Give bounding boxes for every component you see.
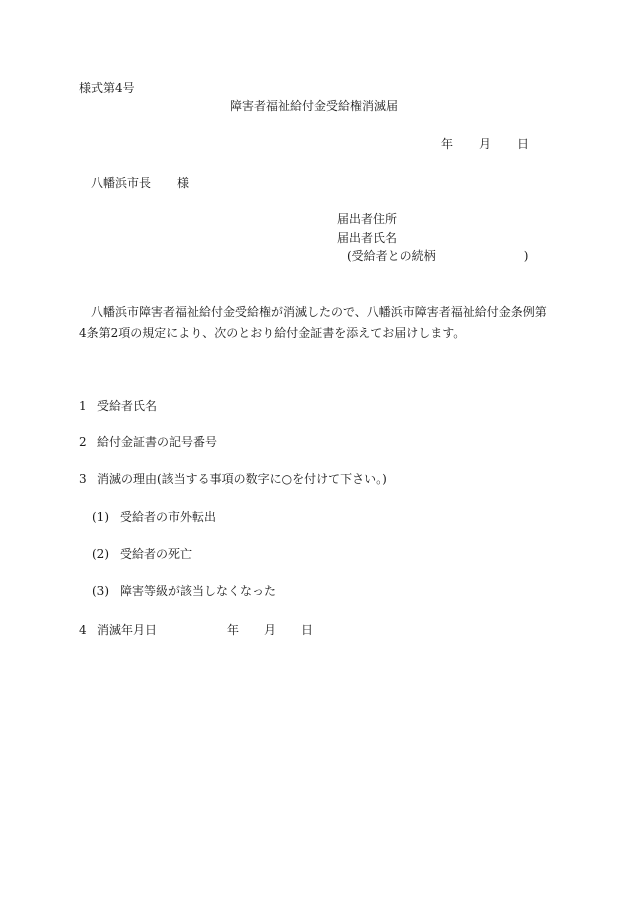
applicant-address-label: 届出者住所 xyxy=(337,212,398,226)
extinction-month-label: 月 xyxy=(264,623,277,637)
relationship-label: (受給者との続柄 xyxy=(347,249,436,263)
date-year-label: 年 xyxy=(441,137,454,151)
item-label: 消滅の理由(該当する事項の数字に○を付けて下さい。) xyxy=(97,472,387,486)
date-month-label: 月 xyxy=(479,137,492,151)
item-label: 消滅年月日 xyxy=(97,623,158,637)
reason-option-moved-out xyxy=(92,509,216,525)
reason-number: (1) xyxy=(92,510,109,524)
applicant-name-label: 届出者氏名 xyxy=(337,231,398,245)
reason-option-grade-change xyxy=(92,583,276,599)
item-number: 2 xyxy=(79,435,87,449)
relationship-line xyxy=(347,248,528,264)
reason-number: (2) xyxy=(92,547,109,561)
document-title: 障害者福祉給付金受給権消滅届 xyxy=(230,99,399,113)
extinction-day-label: 日 xyxy=(301,623,314,637)
body-paragraph: 八幡浜市障害者福祉給付金受給権が消滅したので、八幡浜市障害者福祉給付金条例第4条第2項の規定により、次のとおり給付金証書を添えてお届けします。 xyxy=(79,305,547,340)
reason-option-death xyxy=(92,546,192,562)
reason-number: (3) xyxy=(92,584,109,598)
extinction-year-label: 年 xyxy=(227,623,240,637)
item-number: 4 xyxy=(79,623,87,637)
reason-label: 受給者の市外転出 xyxy=(120,510,217,524)
addressee xyxy=(91,175,189,191)
item-label: 受給者氏名 xyxy=(97,399,158,413)
submission-date-line xyxy=(441,136,529,152)
item-label: 給付金証書の記号番号 xyxy=(97,435,218,449)
item-extinction-reason xyxy=(79,471,387,487)
item-certificate-number xyxy=(79,434,217,450)
applicant-block xyxy=(337,210,397,248)
item-number: 1 xyxy=(79,399,87,413)
item-extinction-date xyxy=(79,622,313,638)
item-number: 3 xyxy=(79,472,87,486)
addressee-honorific: 様 xyxy=(177,176,190,190)
form-number: 様式第4号 xyxy=(79,81,135,95)
addressee-name: 八幡浜市長 xyxy=(91,176,152,190)
date-day-label: 日 xyxy=(517,137,530,151)
reason-label: 受給者の死亡 xyxy=(120,547,193,561)
item-recipient-name xyxy=(79,398,157,414)
reason-label: 障害等級が該当しなくなった xyxy=(120,584,277,598)
relationship-close-paren: ) xyxy=(523,249,529,263)
